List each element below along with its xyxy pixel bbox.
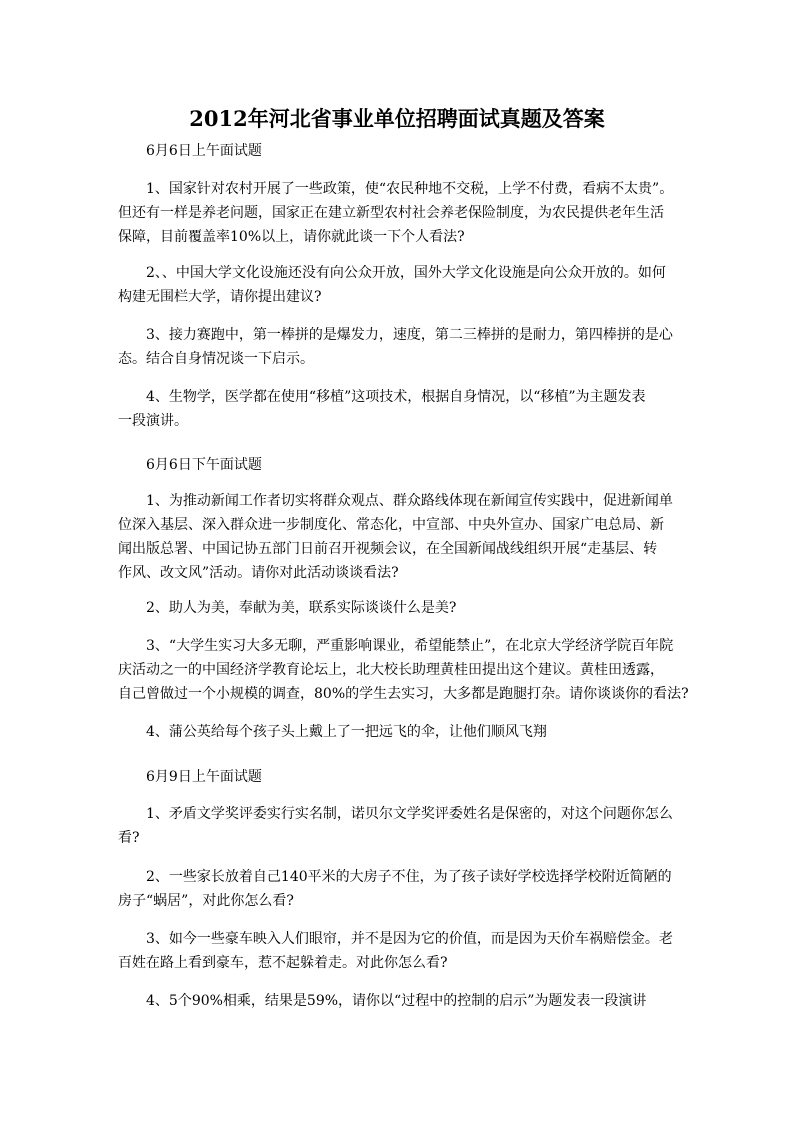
paragraph-line: 4、生物学，医学都在使用“移植”这项技术，根据自身情况，以“移植”为主题发表 <box>146 389 646 405</box>
question-paragraph <box>118 177 678 249</box>
paragraph-line: 1、为推动新闻工作者切实将群众观点、群众路线体现在新闻宣传实践中，促进新闻单 <box>146 493 673 509</box>
paragraph-line: 4、5个90%相乘，结果是59%，请你以“过程中的控制的启示”为题发表一段演讲 <box>146 993 647 1009</box>
question-paragraph <box>118 802 678 850</box>
paragraph-line: 构建无围栏大学，请你提出建议? <box>118 289 322 305</box>
paragraph-line: 看? <box>118 830 140 846</box>
section-heading: 6月6日下午面试题 <box>146 457 262 473</box>
question-paragraph <box>118 489 678 585</box>
paragraph-line: 闻出版总署、中国记协五部门日前召开视频会议，在全国新闻战线组织开展“走基层、转 <box>118 541 658 557</box>
question-paragraph <box>118 385 678 433</box>
paragraph-line: 2、、中国大学文化设施还没有向公众开放，国外大学文化设施是向公众开放的。如何 <box>146 265 666 281</box>
question-paragraph <box>118 989 678 1013</box>
question-paragraph <box>118 596 678 620</box>
paragraph-line: 百姓在路上看到豪车，惹不起躲着走。对此你怎么看? <box>118 955 448 971</box>
paragraph-line: 3、如今一些豪车映入人们眼帘，并不是因为它的价值，而是因为天价车祸赔偿金。老 <box>146 931 673 947</box>
question-paragraph <box>118 927 678 975</box>
paragraph-line: 一段演讲。 <box>118 413 188 429</box>
question-paragraph <box>118 634 689 706</box>
section-heading: 6月6日上午面试题 <box>146 143 262 159</box>
paragraph-line: 态。结合自身情况谈一下启示。 <box>118 351 314 367</box>
paragraph-line: 1、国家针对农村开展了一些政策，使“农民种地不交税，上学不付费，看病不太贵”。 <box>146 181 674 197</box>
document-title: 2012年河北省事业单位招聘面试真题及答案 <box>189 106 605 131</box>
paragraph-line: 房子“蜗居”，对此你怎么看? <box>118 893 294 909</box>
paragraph-line: 3、接力赛跑中，第一棒拼的是爆发力，速度，第二三棒拼的是耐力，第四棒拼的是心 <box>146 327 673 343</box>
question-paragraph <box>118 261 678 309</box>
question-paragraph <box>118 865 678 913</box>
paragraph-line: 4、蒲公英给每个孩子头上戴上了一把远飞的伞，让他们顺风飞翔 <box>146 724 547 740</box>
question-paragraph <box>118 323 678 371</box>
paragraph-line: 保障，目前覆盖率10%以上，请你就此谈一下个人看法? <box>118 229 465 245</box>
paragraph-line: 自己曾做过一个小规模的调查，80%的学生去实习，大多都是跑腿打杂。请你谈谈你的看法? <box>118 686 689 702</box>
paragraph-line: 3、“大学生实习大多无聊，严重影响课业，希望能禁止”，在北京大学经济学院百年院 <box>146 638 674 654</box>
paragraph-line: 1、矛盾文学奖评委实行实名制，诺贝尔文学奖评委姓名是保密的，对这个问题你怎么 <box>146 806 673 822</box>
question-paragraph <box>118 720 678 744</box>
paragraph-line: 2、一些家长放着自己140平米的大房子不住，为了孩子读好学校选择学校附近简陋的 <box>146 869 672 885</box>
section-heading: 6月9日上午面试题 <box>146 769 262 785</box>
paragraph-line: 2、助人为美，奉献为美，联系实际谈谈什么是美? <box>146 600 457 616</box>
paragraph-line: 庆活动之一的中国经济学教育论坛上，北大校长助理黄桂田提出这个建议。黄桂田透露， <box>118 662 664 678</box>
paragraph-line: 位深入基层、深入群众进一步制度化、常态化，中宣部、中央外宣办、国家广电总局、新 <box>118 517 664 533</box>
paragraph-line: 但还有一样是养老问题，国家正在建立新型农村社会养老保险制度，为农民提供老年生活 <box>118 205 664 221</box>
paragraph-line: 作风、改文风”活动。请你对此活动谈谈看法? <box>118 565 399 581</box>
